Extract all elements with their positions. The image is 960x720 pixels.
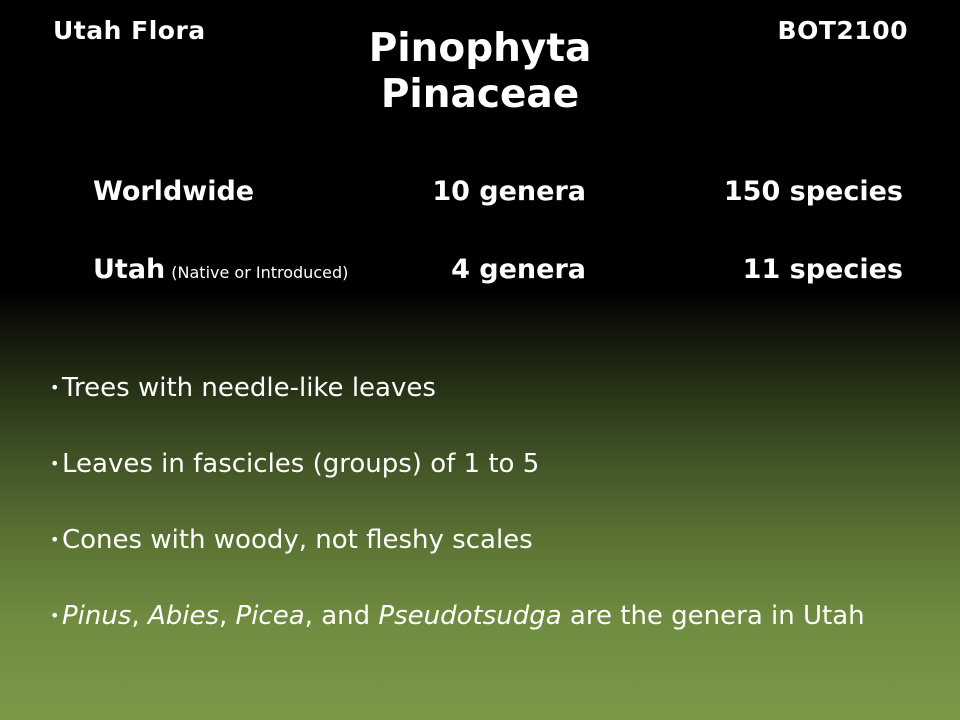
genus-pinus: Pinus: [62, 601, 132, 631]
stats-row-utah: [0, 250, 960, 290]
slide-title: [0, 26, 960, 118]
region-name: Utah: [93, 254, 166, 285]
bullet-item: [50, 372, 910, 404]
separator: ,: [131, 601, 148, 631]
bullet-item: [50, 448, 910, 480]
region-label: Worldwide: [93, 176, 255, 207]
region-label: [93, 250, 348, 293]
course-name: Utah Flora: [53, 16, 206, 45]
bullet-item: [50, 524, 910, 556]
bullet-marker: •: [50, 606, 60, 625]
title-family: Pinaceae: [380, 72, 580, 117]
bullet-text: Trees with needle-like leaves: [62, 373, 436, 403]
region-note: (Native or Introduced): [171, 263, 349, 282]
genus-pseudotsudga: Pseudotsudga: [378, 601, 562, 631]
bullet-tail: are the genera in Utah: [561, 601, 865, 631]
bullet-marker: •: [50, 454, 60, 473]
species-count: 150 species: [723, 176, 903, 207]
bullet-item: [50, 600, 910, 632]
course-code: BOT2100: [777, 16, 908, 45]
separator: ,: [219, 601, 236, 631]
species-count: 11 species: [742, 254, 903, 285]
bullet-text: Cones with woody, not fleshy scales: [62, 525, 533, 555]
separator: , and: [304, 601, 379, 631]
genus-abies: Abies: [147, 601, 219, 631]
bullet-marker: •: [50, 530, 60, 549]
genus-picea: Picea: [235, 601, 305, 631]
stats-row-worldwide: [0, 172, 960, 212]
title-division: Pinophyta: [368, 26, 592, 71]
genera-count: 4 genera: [451, 254, 586, 285]
bullet-marker: •: [50, 378, 60, 397]
bullet-list: [50, 372, 910, 632]
bullet-text: Leaves in fascicles (groups) of 1 to 5: [62, 449, 540, 479]
genera-count: 10 genera: [432, 176, 586, 207]
